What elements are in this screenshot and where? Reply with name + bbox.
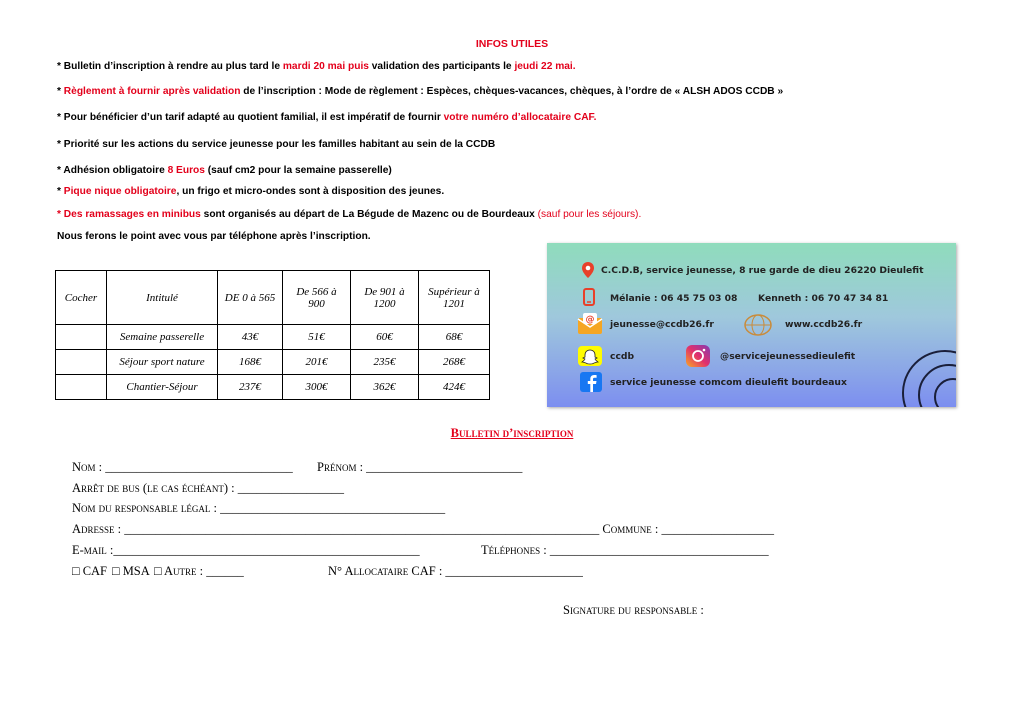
pricing-table [55, 270, 490, 400]
table-cell: 51€ [283, 325, 351, 350]
table-header: Intitulé [107, 271, 218, 325]
table-cell: Semaine passerelle [107, 325, 218, 350]
table-cell: 60€ [351, 325, 419, 350]
snapchat-icon [577, 345, 603, 367]
contact-phone-kenneth: Kenneth : 06 70 47 34 81 [758, 293, 889, 304]
table-row [56, 375, 490, 400]
table-cell: Séjour sport nature [107, 350, 218, 375]
table-header: Supérieur à 1201 [419, 271, 490, 325]
table-header: Cocher [56, 271, 107, 325]
table-cell-check[interactable] [56, 375, 107, 400]
checkbox-caf[interactable]: □ CAF [72, 564, 108, 578]
table-cell: 424€ [419, 375, 490, 400]
info-callback: Nous ferons le point avec vous par téléphone après l’inscription. [57, 231, 371, 242]
table-cell: 362€ [351, 375, 419, 400]
info-priority: * Priorité sur les actions du service jeunesse pour les familles habitant au sein de la CCDB [57, 139, 496, 150]
checkbox-autre[interactable]: □ Autre : ______ [154, 564, 244, 578]
field-nom[interactable]: Nom : ______________________________ [72, 460, 293, 474]
table-header: De 901 à 1200 [351, 271, 419, 325]
table-header-row [56, 271, 490, 325]
contact-facebook[interactable]: service jeunesse comcom dieulefit bourdeaux [610, 377, 847, 388]
table-cell: 68€ [419, 325, 490, 350]
checkbox-icon: □ [112, 564, 120, 578]
contact-card [547, 243, 956, 407]
form-title: Bulletin d’inscription [450, 426, 574, 440]
table-cell: 201€ [283, 350, 351, 375]
info-caf: * Pour bénéficier d’un tarif adapté au quotient familial, il est impératif de fournir votre numéro d’allocataire CAF. [57, 112, 597, 123]
infos-title: INFOS UTILES [475, 38, 549, 50]
table-cell: 43€ [218, 325, 283, 350]
field-allocataire-caf[interactable]: N° Allocataire CAF : ______________________ [328, 564, 583, 578]
contact-instagram[interactable]: @servicejeunessedieulefit [720, 351, 856, 362]
table-cell: 300€ [283, 375, 351, 400]
info-minibus: * Des ramassages en minibus sont organisés au départ de La Bégude de Mazenc ou de Bourdeaux (sauf pour les séjours). [57, 209, 642, 220]
field-arret-bus[interactable]: Arrêt de bus (le cas échéant) : _________________ [72, 481, 344, 495]
contact-phone-melanie: Mélanie : 06 45 75 03 08 [610, 293, 738, 304]
table-header: De 566 à 900 [283, 271, 351, 325]
info-payment: * Règlement à fournir après validation de l’inscription : Mode de règlement : Espèces, chèques-vacances, chèques, à l’ordre de « ALSH ADOS CCDB » [57, 86, 784, 97]
table-row [56, 350, 490, 375]
field-telephones[interactable]: Téléphones : ___________________________________ [481, 543, 769, 557]
info-deadline: * Bulletin d’inscription à rendre au plus tard le mardi 20 mai puis validation des participants le jeudi 22 mai. [57, 61, 576, 72]
field-prenom[interactable]: Prénom : _________________________ [317, 460, 523, 474]
table-header: DE 0 à 565 [218, 271, 283, 325]
contact-email[interactable]: jeunesse@ccdb26.fr [610, 319, 714, 330]
contact-snapchat: ccdb [610, 351, 635, 362]
location-pin-icon [581, 261, 595, 279]
field-adresse[interactable]: Adresse : ____________________________________________________________________________ Commune : __________________ [72, 522, 774, 536]
field-email[interactable]: E-mail :_________________________________________________ [72, 543, 420, 557]
table-cell: 235€ [351, 350, 419, 375]
checkbox-icon: □ [72, 564, 80, 578]
table-cell: 268€ [419, 350, 490, 375]
swirl-decoration [887, 335, 956, 407]
email-icon [577, 313, 603, 335]
info-membership: * Adhésion obligatoire 8 Euros (sauf cm2 pour la semaine passerelle) [57, 165, 392, 176]
checkbox-msa[interactable]: □ MSA [112, 564, 150, 578]
checkbox-icon: □ [154, 564, 162, 578]
contact-address: C.C.D.B, service jeunesse, 8 rue garde de dieu 26220 Dieulefit [601, 265, 924, 276]
info-picnic: * Pique nique obligatoire, un frigo et micro-ondes sont à disposition des jeunes. [57, 186, 445, 197]
contact-website[interactable]: www.ccdb26.fr [785, 319, 863, 330]
field-signature[interactable]: Signature du responsable : [563, 603, 704, 617]
table-cell: Chantier-Séjour [107, 375, 218, 400]
table-cell: 237€ [218, 375, 283, 400]
instagram-icon [685, 345, 711, 367]
table-row [56, 325, 490, 350]
table-cell: 168€ [218, 350, 283, 375]
globe-icon [743, 314, 773, 336]
field-responsable[interactable]: Nom du responsable légal : ____________________________________ [72, 501, 446, 515]
phone-icon [583, 288, 595, 306]
table-cell-check[interactable] [56, 350, 107, 375]
facebook-icon [579, 371, 603, 393]
table-cell-check[interactable] [56, 325, 107, 350]
svg-text:@: @ [585, 315, 595, 325]
